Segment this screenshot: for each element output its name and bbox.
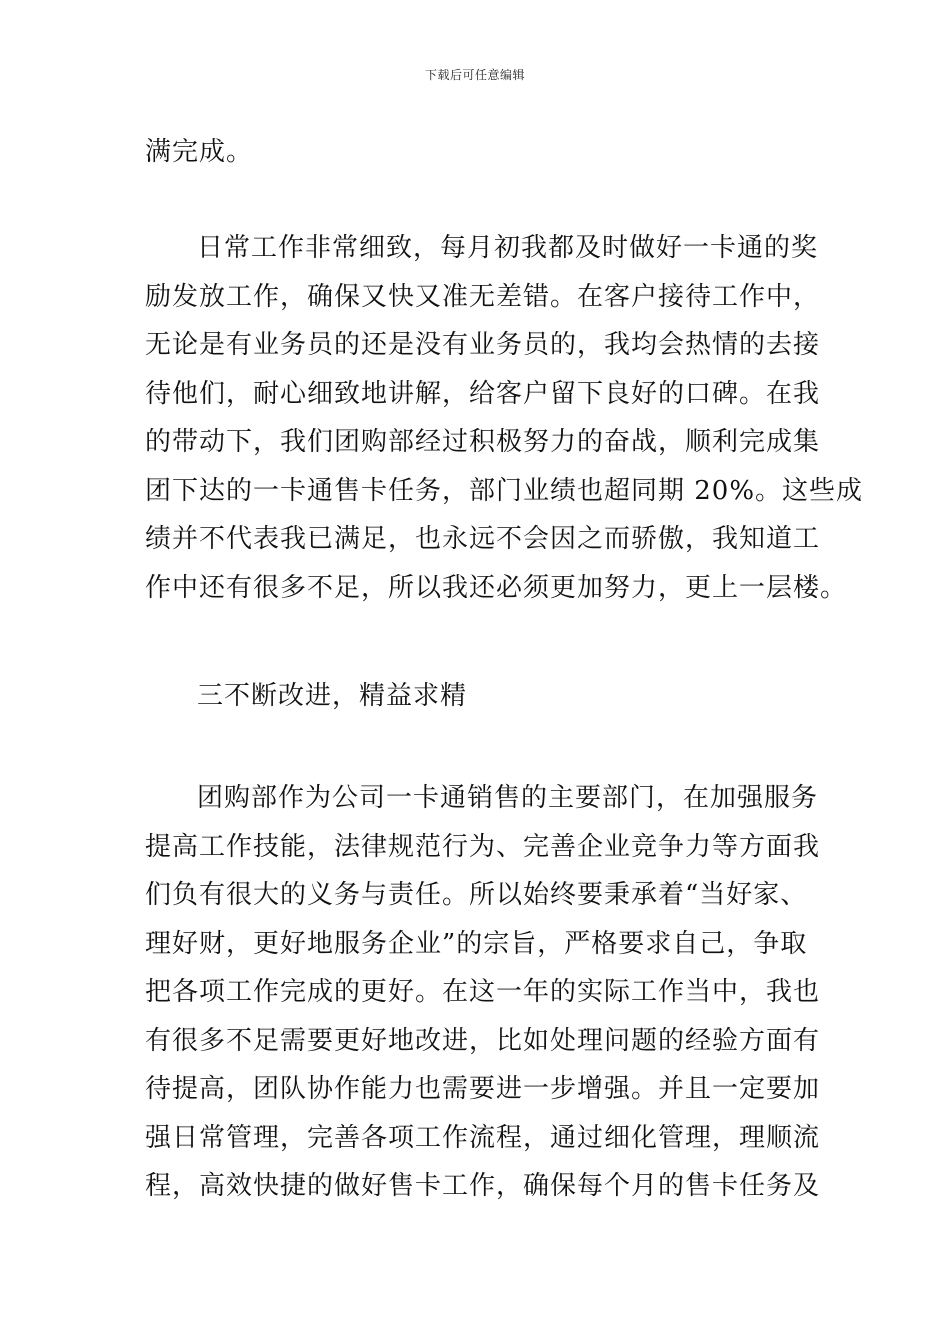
text-line: 们负有很大的义务与责任。所以始终要秉承着“当好家、 bbox=[145, 880, 808, 910]
text-line: 提高工作技能，法律规范行为、完善企业竞争力等方面我 bbox=[145, 831, 821, 862]
section-heading bbox=[145, 672, 810, 721]
text-line: 团下达的一卡通售卡任务，部门业绩也超同期 20%。这些成 bbox=[145, 475, 864, 506]
heading-text: 三不断改进，精益求精 bbox=[197, 681, 468, 711]
paragraph-group-purchase bbox=[145, 774, 821, 1211]
text-line: 日常工作非常细致，每月初我都及时做好一卡通的奖 bbox=[197, 233, 819, 263]
text-line: 待提高，团队协作能力也需要进一步增强。并且一定要加 bbox=[145, 1074, 821, 1104]
text-line: 的带动下，我们团购部经过积极努力的奋战，顺利完成集 bbox=[145, 427, 821, 457]
text-line: 励发放工作，确保又快又准无差错。在客户接待工作中， bbox=[145, 281, 821, 312]
text-line: 程，高效快捷的做好售卡工作，确保每个月的售卡任务及 bbox=[145, 1171, 821, 1201]
text-line: 有很多不足需要更好地改进，比如处理问题的经验方面有 bbox=[145, 1025, 821, 1056]
text-line: 作中还有很多不足，所以我还必须更加努力，更上一层楼。 bbox=[145, 572, 848, 603]
text-line: 无论是有业务员的还是没有业务员的，我均会热情的去接 bbox=[145, 330, 821, 360]
text-line: 绩并不代表我已满足，也永远不会因之而骄傲，我知道工 bbox=[145, 524, 821, 554]
paragraph-daily-work bbox=[145, 224, 864, 612]
text-line: 满完成。 bbox=[145, 137, 254, 167]
text-line: 待他们，耐心细致地讲解，给客户留下良好的口碑。在我 bbox=[145, 378, 821, 409]
text-line: 强日常管理，完善各项工作流程，通过细化管理，理顺流 bbox=[145, 1122, 821, 1153]
text-line: 团购部作为公司一卡通销售的主要部门，在加强服务 bbox=[197, 783, 819, 813]
text-line: 理好财，更好地服务企业”的宗旨，严格要求自己，争取 bbox=[145, 928, 808, 959]
text-line: 把各项工作完成的更好。在这一年的实际工作当中，我也 bbox=[145, 977, 821, 1007]
paragraph-continuation bbox=[145, 128, 810, 177]
page-header: 下载后可任意编辑 bbox=[424, 68, 525, 82]
